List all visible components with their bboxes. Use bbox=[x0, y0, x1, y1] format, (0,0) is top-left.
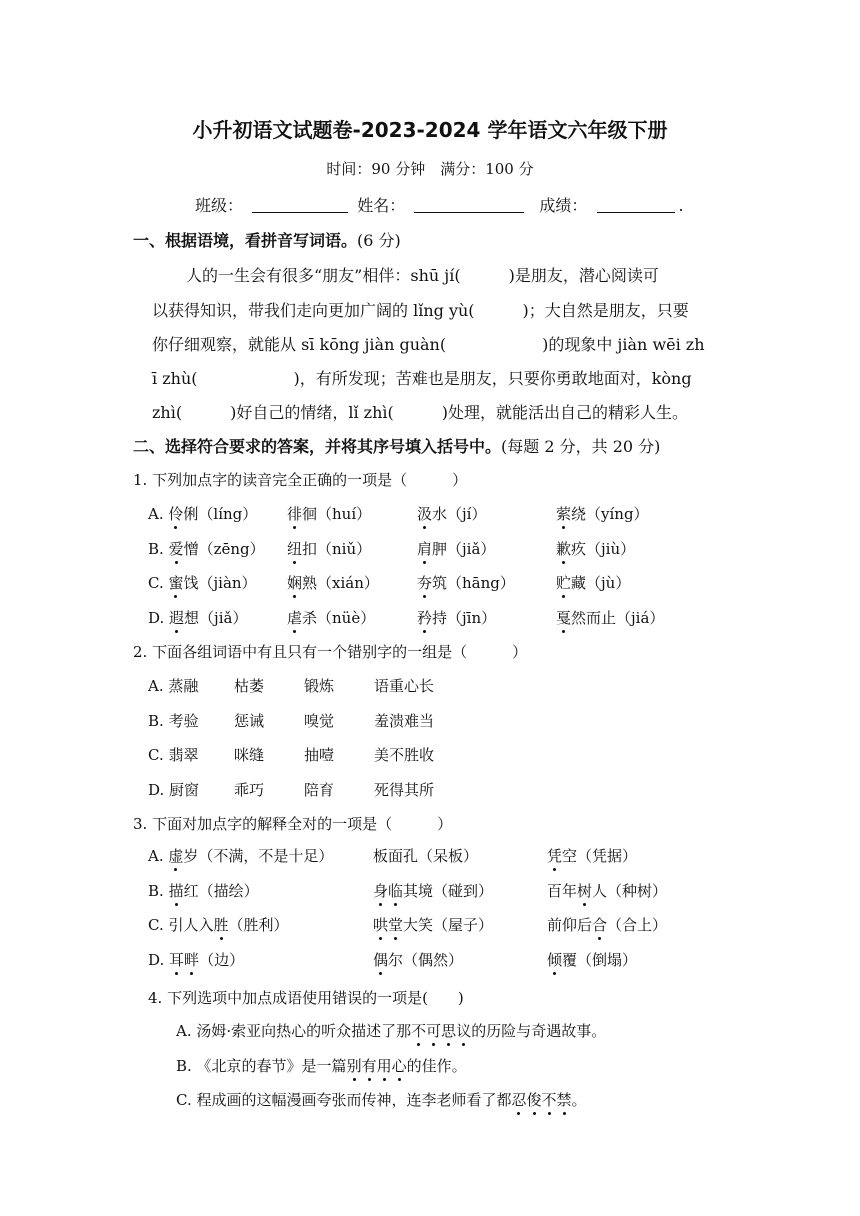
option-text: 岁（不满，不是十足） bbox=[183, 847, 334, 865]
option-text: 。 bbox=[571, 1091, 587, 1109]
dotted-char: 堂 bbox=[388, 916, 404, 934]
q3-option-item bbox=[373, 914, 493, 935]
exam-meta: 时间：90 分钟 满分：100 分 bbox=[326, 160, 534, 178]
dotted-char: 胜 bbox=[213, 916, 229, 934]
section-2-heading bbox=[133, 434, 660, 457]
q4-option bbox=[176, 1089, 587, 1110]
student-info-fields bbox=[195, 193, 684, 216]
dotted-char: 思 bbox=[441, 1022, 457, 1040]
option-label: A. bbox=[148, 847, 169, 865]
option-text: 扣（niǔ） bbox=[302, 539, 372, 558]
option-word: 抽噎 bbox=[304, 746, 335, 764]
section-1-line: zhì( )好自己的情绪，lǐ zhì( )处理，就能活出自己的精彩人生。 bbox=[152, 403, 688, 422]
dotted-char: 不 bbox=[411, 1022, 427, 1040]
option-text: 然而止（jiá） bbox=[571, 608, 665, 627]
dotted-char: 歉 bbox=[556, 539, 572, 558]
option-word: 厨窗 bbox=[169, 780, 200, 799]
option-word: 羞溃难当 bbox=[374, 711, 435, 730]
option-text: B. 《北京的春节》是一篇 bbox=[176, 1056, 347, 1075]
option-word: 锻炼 bbox=[304, 677, 335, 695]
dotted-char: 合 bbox=[592, 916, 608, 934]
dotted-char: 遐 bbox=[169, 608, 185, 627]
option-text: 的佳作。 bbox=[406, 1056, 467, 1075]
dotted-char: 禁 bbox=[556, 1091, 572, 1109]
option-label: C. bbox=[148, 746, 169, 764]
option-text: 疚（jiù） bbox=[571, 539, 636, 558]
option-text: 红（描绘） bbox=[183, 881, 259, 900]
q1-option-item bbox=[287, 607, 375, 628]
option-word: 咪缝 bbox=[234, 746, 265, 764]
dotted-char: 伶 bbox=[168, 505, 184, 523]
q1-option-item bbox=[287, 503, 371, 524]
dotted-char: 俊 bbox=[526, 1091, 542, 1109]
q3-option-item bbox=[148, 949, 244, 970]
class-blank[interactable] bbox=[252, 198, 348, 213]
q2-option-item bbox=[374, 744, 434, 765]
q1-option-item bbox=[556, 572, 630, 593]
score-blank[interactable] bbox=[597, 198, 675, 213]
option-text: 前仰后 bbox=[547, 916, 593, 934]
q3-option-item bbox=[547, 880, 667, 901]
option-label: D. bbox=[148, 950, 170, 969]
option-label: C. bbox=[148, 574, 169, 592]
page-title: 小升初语文试题卷-2023-2024 学年语文六年级下册 bbox=[192, 118, 668, 142]
option-label: A. bbox=[148, 505, 169, 523]
dotted-char: 萦 bbox=[556, 505, 572, 523]
q2-option-item bbox=[234, 779, 264, 800]
option-word: 蒸融 bbox=[168, 677, 199, 695]
q1-option-item bbox=[148, 607, 247, 628]
section-1-line: 你仔细观察，就能从 sī kōng jiàn guàn( )的现象中 jiàn wēi zh bbox=[152, 335, 705, 354]
option-text: 水（jí） bbox=[432, 505, 487, 523]
question-4-stem: 4. 下列选项中加点成语使用错误的一项是( ) bbox=[148, 989, 464, 1007]
option-word: 乖巧 bbox=[234, 780, 265, 799]
option-text: 杀（nüè） bbox=[302, 608, 376, 627]
name-blank[interactable] bbox=[414, 198, 524, 213]
q3-option-item bbox=[148, 914, 289, 935]
q3-option-item bbox=[547, 845, 637, 866]
score-label: 成绩： bbox=[539, 196, 588, 215]
q1-option-item bbox=[556, 607, 664, 628]
option-text: 徊（huí） bbox=[302, 505, 372, 523]
dotted-char: 可 bbox=[426, 1022, 442, 1040]
option-text: 其境（碰到） bbox=[403, 881, 494, 900]
q4-option bbox=[176, 1020, 606, 1041]
dotted-char: 忍 bbox=[511, 1091, 527, 1109]
option-text: （合上） bbox=[607, 916, 668, 934]
q3-option-item bbox=[373, 845, 478, 866]
option-text: 饯（jiàn） bbox=[183, 574, 257, 592]
dotted-char: 耳 bbox=[169, 950, 185, 969]
q1-option-item bbox=[417, 503, 486, 524]
q3-option-item bbox=[373, 880, 493, 901]
q1-option-item bbox=[148, 572, 257, 593]
option-text: （胜利） bbox=[228, 916, 289, 934]
q3-option-item bbox=[373, 949, 463, 970]
dotted-char: 娴 bbox=[287, 574, 303, 592]
option-label: D. bbox=[148, 780, 170, 799]
option-text: 空（凭据） bbox=[562, 847, 638, 865]
dotted-char: 树 bbox=[577, 881, 593, 900]
q1-option-item bbox=[417, 607, 496, 628]
dotted-char: 肩 bbox=[417, 539, 433, 558]
option-text: C. 程成画的这幅漫画夸张而传神，连李老师看了都 bbox=[176, 1091, 512, 1109]
dotted-char: 畔 bbox=[184, 950, 200, 969]
option-text: 憎（zēng） bbox=[183, 539, 265, 558]
q2-option-item bbox=[148, 779, 199, 800]
q1-option-item bbox=[556, 538, 635, 559]
q3-option-item bbox=[148, 845, 333, 866]
dotted-char: 戛 bbox=[556, 608, 572, 627]
dotted-char: 爱 bbox=[168, 539, 184, 558]
q2-option-item bbox=[304, 744, 334, 765]
option-text: 的历险与奇遇故事。 bbox=[471, 1022, 607, 1040]
option-text: 尔（偶然） bbox=[388, 950, 464, 969]
section-1-heading bbox=[133, 228, 401, 251]
q2-option-item bbox=[148, 744, 199, 765]
q2-option-item bbox=[148, 710, 199, 731]
q1-option-item bbox=[417, 538, 495, 559]
option-word: 考验 bbox=[168, 711, 199, 730]
dotted-char: 纽 bbox=[287, 539, 303, 558]
q3-option-item bbox=[148, 880, 259, 901]
option-word: 陪育 bbox=[304, 780, 335, 799]
option-label: B. bbox=[148, 711, 169, 730]
question-1-stem: 1. 下列加点字的读音完全正确的一项是（ ） bbox=[133, 471, 468, 489]
dotted-char: 有 bbox=[361, 1056, 377, 1075]
dotted-char: 描 bbox=[168, 881, 184, 900]
dotted-char: 议 bbox=[456, 1022, 472, 1040]
option-word: 惩诫 bbox=[234, 711, 265, 730]
option-text: （边） bbox=[199, 950, 245, 969]
q2-option-item bbox=[234, 675, 264, 696]
q2-option-item bbox=[374, 675, 434, 696]
q3-option-item bbox=[547, 914, 667, 935]
option-word: 枯萎 bbox=[234, 677, 265, 695]
q1-option-item bbox=[287, 538, 371, 559]
dotted-char: 矜 bbox=[417, 608, 433, 627]
option-label: A. bbox=[148, 677, 169, 695]
dotted-char: 身 bbox=[373, 881, 389, 900]
option-label: D. bbox=[148, 608, 170, 627]
q2-option-item bbox=[234, 710, 264, 731]
q2-option-item bbox=[304, 710, 334, 731]
section-2-points: (每题 2 分，共 20 分) bbox=[501, 437, 661, 456]
dotted-char: 凭 bbox=[547, 847, 563, 865]
q1-option-item bbox=[287, 572, 379, 593]
dotted-char: 偶 bbox=[373, 950, 389, 969]
q2-option-item bbox=[234, 744, 264, 765]
q1-option-item bbox=[556, 503, 649, 524]
q1-option-item bbox=[148, 503, 257, 524]
option-text: 想（jiǎ） bbox=[184, 608, 248, 627]
option-label: B. bbox=[148, 539, 169, 558]
option-text: 绕（yíng） bbox=[571, 505, 649, 523]
option-word: 语重心长 bbox=[374, 677, 435, 695]
dotted-char: 徘 bbox=[287, 505, 303, 523]
option-text: 藏（jù） bbox=[571, 574, 631, 592]
dotted-char: 心 bbox=[391, 1056, 407, 1075]
option-text: 人（种树） bbox=[592, 881, 668, 900]
dotted-char: 贮 bbox=[556, 574, 572, 592]
dotted-char: 夯 bbox=[417, 574, 433, 592]
section-2-title: 二、选择符合要求的答案，并将其序号填入括号中。 bbox=[133, 437, 502, 456]
dotted-char: 用 bbox=[376, 1056, 392, 1075]
dotted-char: 蜜 bbox=[168, 574, 184, 592]
option-label: B. bbox=[148, 881, 169, 900]
option-text: 引人入 bbox=[168, 916, 214, 934]
q4-option bbox=[176, 1055, 467, 1076]
q1-option-item bbox=[148, 538, 265, 559]
option-word: 死得其所 bbox=[374, 780, 435, 799]
dotted-char: 不 bbox=[541, 1091, 557, 1109]
q2-option-item bbox=[304, 779, 334, 800]
q2-option-item bbox=[148, 675, 198, 696]
q2-option-item bbox=[374, 779, 434, 800]
option-text: 板面孔（呆板） bbox=[373, 847, 479, 865]
dotted-char: 虚 bbox=[168, 847, 184, 865]
option-text: A. 汤姆·索亚向热心的听众描述了那 bbox=[176, 1022, 412, 1040]
option-label: C. bbox=[148, 916, 169, 934]
dotted-char: 虐 bbox=[287, 608, 303, 627]
q3-option-item bbox=[547, 949, 637, 970]
option-text: 大笑（屋子） bbox=[403, 916, 494, 934]
question-2-stem: 2. 下面各组词语中有且只有一个错别字的一组是（ ） bbox=[133, 643, 528, 661]
question-3-stem: 3. 下面对加点字的解释全对的一项是（ ） bbox=[133, 815, 453, 833]
dotted-char: 倾 bbox=[547, 950, 563, 969]
dotted-char: 哄 bbox=[373, 916, 389, 934]
option-text: 筑（hāng） bbox=[432, 574, 515, 592]
option-word: 翡翠 bbox=[168, 746, 199, 764]
section-1-line: ī zhù( )，有所发现；苦难也是朋友，只要你勇敢地面对，kòng bbox=[152, 369, 692, 388]
dotted-char: 汲 bbox=[417, 505, 433, 523]
name-label: 姓名： bbox=[357, 196, 406, 215]
option-text: 熟（xián） bbox=[302, 574, 379, 592]
option-text: 百年 bbox=[547, 881, 578, 900]
dotted-char: 临 bbox=[388, 881, 404, 900]
option-text: 覆（倒塌） bbox=[562, 950, 638, 969]
q2-option-item bbox=[374, 710, 434, 731]
option-text: 持（jīn） bbox=[432, 608, 497, 627]
section-1-title: 一、根据语境，看拼音写词语。 bbox=[133, 231, 358, 250]
option-word: 嗅觉 bbox=[304, 711, 335, 730]
fields-end: . bbox=[678, 196, 684, 215]
class-label: 班级： bbox=[195, 196, 244, 215]
q2-option-item bbox=[304, 675, 334, 696]
option-word: 美不胜收 bbox=[374, 746, 435, 764]
section-1-line: 以获得知识，带我们走向更加广阔的 lǐng yù( )；大自然是朋友，只要 bbox=[152, 301, 689, 320]
dotted-char: 别 bbox=[346, 1056, 362, 1075]
section-1-points: (6 分) bbox=[357, 231, 401, 250]
q1-option-item bbox=[417, 572, 515, 593]
option-text: 胛（jiǎ） bbox=[432, 539, 496, 558]
option-text: 俐（líng） bbox=[183, 505, 258, 523]
section-1-line: 人的一生会有很多“朋友”相伴：shū jí( )是朋友，潜心阅读可 bbox=[186, 266, 659, 285]
